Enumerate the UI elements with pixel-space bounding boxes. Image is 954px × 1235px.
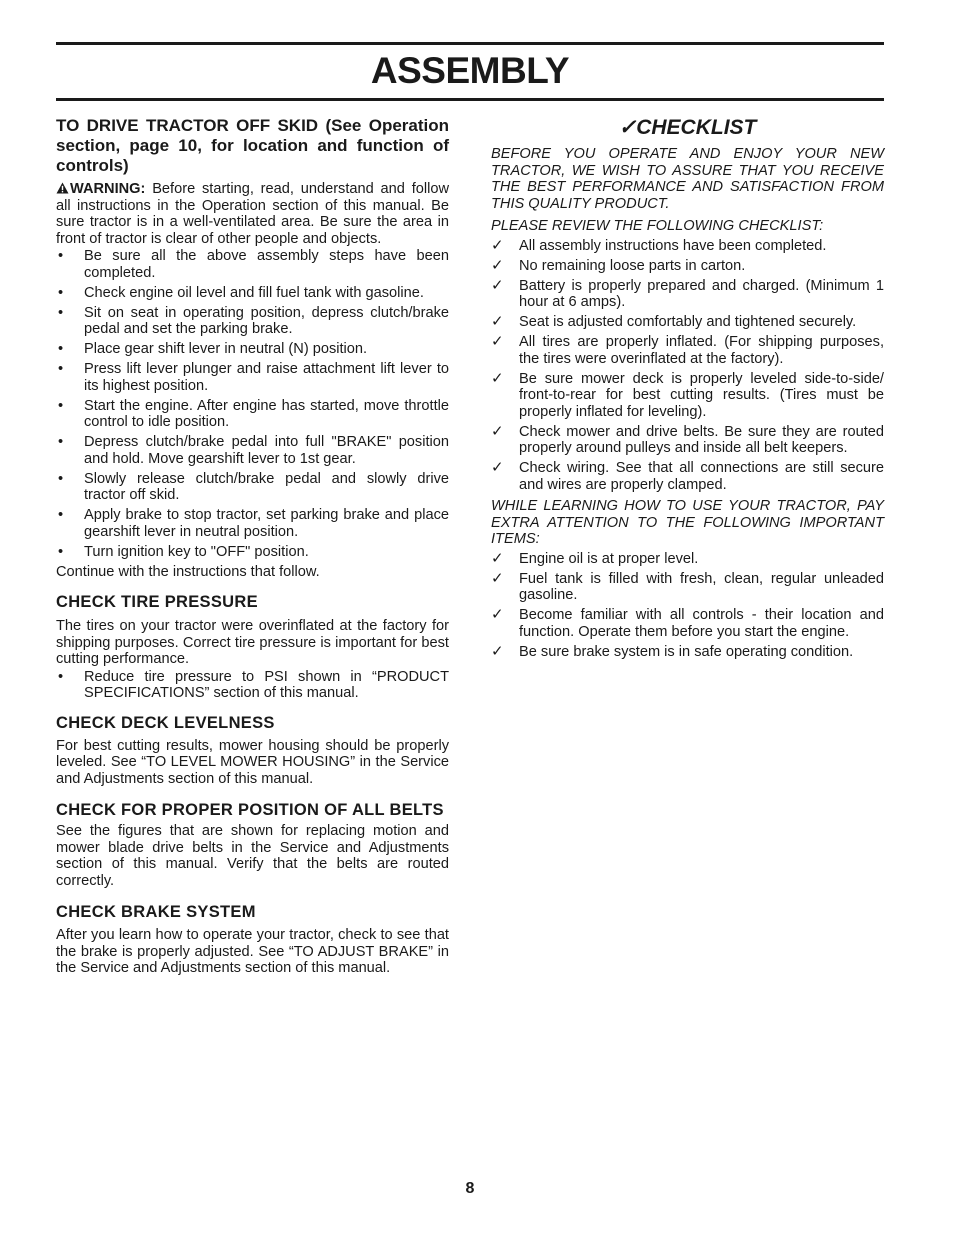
- checklist-intro: BEFORE YOU OPERATE AND ENJOY YOUR NEW TRACTOR, WE WISH TO ASSURE THAT YOU RECEIVE THE BEST PERFORMANCE AND SATISFACTION FROM THIS QUALITY PRODUCT.: [491, 146, 884, 212]
- drive-off-skid-heading: TO DRIVE TRACTOR OFF SKID (See Operation section, page 10, for location and function of controls): [56, 116, 449, 175]
- check-mark-icon: ✓: [491, 313, 504, 330]
- checklist-item: ✓ Engine oil is at proper level.: [491, 549, 699, 567]
- checklist-item: ✓ Become familiar with all controls - their location and function. Operate them before you start the engine.: [491, 606, 884, 640]
- list-item: • Check engine oil level and fill fuel tank with gasoline.: [58, 284, 424, 301]
- check-mark-icon: ✓: [491, 369, 504, 387]
- continue-text: Continue with the instructions that follow.: [56, 563, 320, 580]
- tire-pressure-heading: CHECK TIRE PRESSURE: [56, 593, 258, 611]
- deck-levelness-section: [56, 714, 449, 788]
- checklist-item: ✓ Check wiring. See that all connections are still secure and wires are properly clamped.: [491, 459, 884, 493]
- check-mark-icon: ✓: [491, 422, 504, 440]
- header-rule-bottom: [56, 98, 884, 101]
- left-column: [56, 116, 449, 977]
- belts-body: See the figures that are shown for replacing motion and mower blade drive belts in the Service and Adjustments section of this manual. Verify that the belts are routed correctly.: [56, 823, 449, 889]
- checklist-item: ✓ All tires are properly inflated. (For shipping purposes, the tires were overinflated at the factory).: [491, 333, 884, 367]
- check-mark-icon: ✓: [491, 459, 504, 476]
- checklist-item: ✓ All assembly instructions have been completed.: [491, 236, 827, 254]
- list-item: • Reduce tire pressure to PSI shown in “PRODUCT SPECIFICATIONS” section of this manual.: [58, 668, 449, 701]
- list-item: • Turn ignition key to "OFF" position.: [58, 543, 309, 560]
- belts-section: [56, 801, 449, 889]
- check-mark-icon: ✓: [491, 642, 504, 660]
- warning-label: WARNING:: [70, 181, 146, 197]
- list-item: • Start the engine. After engine has started, move throttle control to idle position.: [58, 397, 449, 430]
- check-mark-icon: ✓: [491, 333, 504, 350]
- warning-triangle-icon: [56, 182, 69, 194]
- check-mark-icon: ✓: [491, 549, 504, 567]
- list-item: • Apply brake to stop tractor, set parking brake and place gearshift lever in neutral position.: [58, 507, 449, 540]
- brake-system-heading: CHECK BRAKE SYSTEM: [56, 903, 256, 921]
- checklist-item: ✓ Be sure brake system is in safe operating condition.: [491, 642, 854, 660]
- checklist-item: ✓ Check mower and drive belts. Be sure they are routed properly around pulleys and inside all belt keepers.: [491, 422, 884, 456]
- checklist-item: ✓ Seat is adjusted comfortably and tightened securely.: [491, 313, 857, 330]
- drive-off-skid-section: [56, 116, 449, 580]
- list-item: • Depress clutch/brake pedal into full "BRAKE" position and hold. Move gearshift lever to 1st gear.: [58, 434, 449, 467]
- right-column: [491, 116, 884, 664]
- checklist-item: ✓ Battery is properly prepared and charged. (Minimum 1 hour at 6 amps).: [491, 276, 884, 310]
- check-mark-icon: ✓: [491, 606, 504, 623]
- list-item: • Sit on seat in operating position, depress clutch/brake pedal and set the parking brake.: [58, 304, 449, 337]
- deck-levelness-heading: CHECK DECK LEVELNESS: [56, 713, 275, 732]
- tire-pressure-section: [56, 593, 449, 702]
- page-title: ASSEMBLY: [370, 50, 570, 91]
- list-item: • Slowly release clutch/brake pedal and slowly drive tractor off skid.: [58, 470, 449, 503]
- check-mark-icon: ✓: [491, 276, 504, 294]
- check-mark-icon: ✓: [491, 256, 504, 274]
- tire-pressure-body: The tires on your tractor were overinflated at the factory for shipping purposes. Correct tire pressure is important for best cutting performance.: [56, 618, 449, 667]
- checklist-items: [491, 238, 884, 494]
- belts-heading: CHECK FOR PROPER POSITION OF ALL BELTS: [56, 801, 444, 819]
- attention-items: [491, 551, 884, 661]
- check-mark-icon: ✓: [618, 116, 637, 139]
- tire-pressure-steps: [56, 669, 449, 702]
- warning-paragraph: [56, 181, 449, 247]
- checklist-item: ✓ No remaining loose parts in carton.: [491, 256, 746, 274]
- page-number: 8: [465, 1180, 475, 1197]
- list-item: • Place gear shift lever in neutral (N) position.: [58, 341, 368, 357]
- brake-system-body: After you learn how to operate your tractor, check to see that the brake is properly adjusted. See “TO ADJUST BRAKE” in the Service and Adjustments section of this manual.: [56, 927, 449, 976]
- list-item: • Press lift lever plunger and raise attachment lift lever to its highest position.: [58, 361, 449, 394]
- warning-text: Before starting, read, understand and follow all instructions in the Operation section of this manual. Be sure tractor is in a well-ventilated area. Be sure the area in front of tractor is clear of other people and objects.: [56, 181, 449, 247]
- brake-system-section: [56, 903, 449, 977]
- checklist-item: ✓ Be sure mower deck is properly leveled side-to-side/ front-to-rear for best cutting results. (Tires must be properly inflated for leveling).: [491, 369, 884, 420]
- check-mark-icon: ✓: [491, 236, 504, 254]
- check-mark-icon: ✓: [491, 569, 504, 587]
- drive-off-skid-steps: [56, 248, 449, 560]
- learning-prompt: WHILE LEARNING HOW TO USE YOUR TRACTOR, PAY EXTRA ATTENTION TO THE FOLLOWING IMPORTANT ITEMS:: [491, 498, 884, 547]
- review-prompt: PLEASE REVIEW THE FOLLOWING CHECKLIST:: [491, 218, 824, 234]
- checklist-item: ✓ Fuel tank is filled with fresh, clean, regular unleaded gasoline.: [491, 569, 884, 603]
- header-rule-top: [56, 42, 884, 45]
- checklist-title: ✓CHECKLIST: [618, 116, 757, 139]
- list-item: • Be sure all the above assembly steps have been completed.: [58, 248, 449, 281]
- deck-levelness-body: For best cutting results, mower housing should be properly leveled. See “TO LEVEL MOWER HOUSING” in the Service and Adjustments section of this manual.: [56, 737, 449, 787]
